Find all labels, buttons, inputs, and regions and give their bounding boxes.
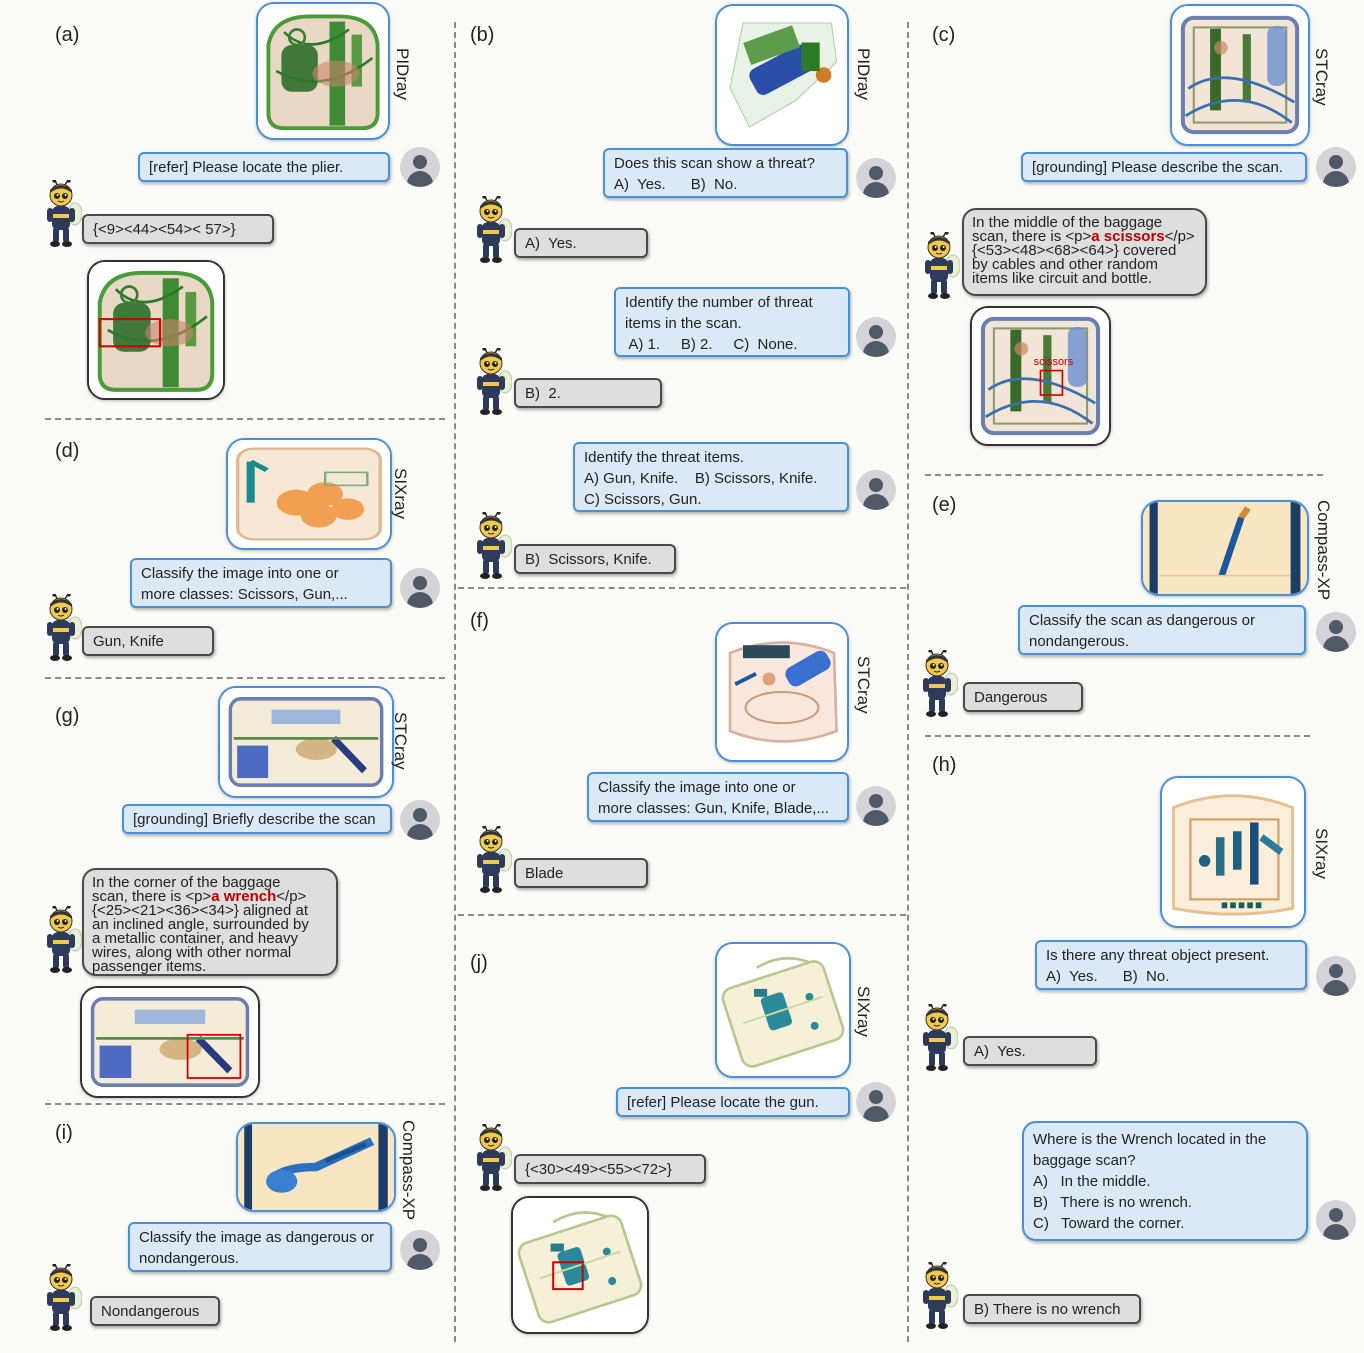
user-question: Classify the image into one or more classes: Gun, Knife, Blade,... bbox=[587, 772, 849, 822]
panel-label: (e) bbox=[932, 494, 957, 516]
panel-label: (c) bbox=[932, 24, 956, 46]
dataset-label: SIXray bbox=[854, 986, 873, 1038]
user-question: [grounding] Please describe the scan. bbox=[1021, 152, 1307, 182]
user-avatar-icon bbox=[1316, 147, 1356, 187]
user-avatar-icon bbox=[856, 317, 896, 357]
dataset-label: STCray bbox=[391, 712, 410, 770]
user-avatar-icon bbox=[1316, 1200, 1356, 1240]
assistant-answer: Dangerous bbox=[963, 682, 1083, 712]
user-avatar-icon bbox=[1316, 612, 1356, 652]
user-avatar-icon bbox=[856, 158, 896, 198]
panel-label: (i) bbox=[55, 1122, 73, 1144]
dataset-label: Compass-XP bbox=[399, 1120, 418, 1221]
scan-image bbox=[218, 686, 394, 798]
bee-mascot-icon bbox=[918, 1262, 958, 1330]
user-question: Where is the Wrench located in the baggage scan? A) In the middle. B) There is no wrench. C) Toward the corner. bbox=[1022, 1121, 1308, 1241]
scan-image bbox=[226, 438, 392, 550]
user-question: Classify the scan as dangerous or nondangerous. bbox=[1018, 605, 1306, 655]
user-avatar-icon bbox=[1316, 956, 1356, 996]
answer-text: In the middle of the baggage scan, there is <p> bbox=[972, 214, 1163, 245]
assistant-answer: A) Yes. bbox=[963, 1036, 1097, 1066]
answer-highlight: a wrench bbox=[211, 888, 277, 905]
panel-label: (g) bbox=[55, 705, 80, 727]
dataset-label: STCray bbox=[854, 656, 873, 714]
user-avatar-icon bbox=[856, 1082, 896, 1122]
divider-g-i bbox=[45, 1103, 445, 1105]
user-avatar-icon bbox=[856, 470, 896, 510]
bee-mascot-icon bbox=[472, 1124, 512, 1192]
dataset-label: PIDray bbox=[854, 48, 873, 100]
scan-output-image bbox=[87, 260, 225, 400]
bee-mascot-icon bbox=[472, 512, 512, 580]
bee-mascot-icon bbox=[472, 348, 512, 416]
user-question: Is there any threat object present. A) Yes. B) No. bbox=[1035, 940, 1307, 990]
scan-image bbox=[236, 1122, 396, 1212]
scan-image bbox=[715, 942, 851, 1078]
assistant-answer: Nondangerous bbox=[90, 1296, 220, 1326]
user-avatar-icon bbox=[856, 786, 896, 826]
user-question: Classify the image into one or more classes: Scissors, Gun,... bbox=[130, 558, 392, 608]
divider-d-g bbox=[45, 677, 445, 679]
scan-image bbox=[1170, 4, 1310, 146]
user-question: Identify the number of threat items in the scan. A) 1. B) 2. C) None. bbox=[614, 287, 850, 357]
divider-a-d bbox=[45, 418, 445, 420]
divider-c-e bbox=[925, 474, 1323, 476]
user-question: [grounding] Briefly describe the scan bbox=[122, 804, 392, 834]
divider-b-f bbox=[458, 587, 906, 589]
bee-mascot-icon bbox=[472, 826, 512, 894]
panel-label: (f) bbox=[470, 610, 489, 632]
user-avatar-icon bbox=[400, 568, 440, 608]
bee-mascot-icon bbox=[42, 906, 82, 974]
assistant-answer bbox=[962, 208, 1207, 296]
dataset-label: SIXray bbox=[1312, 828, 1331, 880]
assistant-answer: {<9><44><54>< 57>} bbox=[82, 214, 274, 244]
user-avatar-icon bbox=[400, 1230, 440, 1270]
panel-label: (h) bbox=[932, 754, 957, 776]
answer-text-rest: </p> {<53><48><68><64>} covered by cables and other random items like circuit and bottle. bbox=[972, 228, 1195, 287]
panel-label: (a) bbox=[55, 24, 80, 46]
bee-mascot-icon bbox=[920, 232, 960, 300]
user-avatar-icon bbox=[400, 147, 440, 187]
scan-image bbox=[256, 2, 390, 140]
answer-highlight: a scissors bbox=[1091, 228, 1165, 245]
column-divider-right bbox=[907, 22, 909, 1342]
user-question: Classify the image as dangerous or nondangerous. bbox=[128, 1222, 392, 1272]
assistant-answer: B) Scissors, Knife. bbox=[514, 544, 676, 574]
user-avatar-icon bbox=[400, 800, 440, 840]
panel-label: (j) bbox=[470, 952, 488, 974]
assistant-answer: A) Yes. bbox=[514, 228, 648, 258]
scan-output-image bbox=[80, 986, 260, 1098]
scan-image bbox=[715, 4, 849, 146]
assistant-answer: B) 2. bbox=[514, 378, 662, 408]
assistant-answer: B) There is no wrench bbox=[963, 1294, 1141, 1324]
user-question: [refer] Please locate the gun. bbox=[616, 1087, 850, 1117]
assistant-answer: Gun, Knife bbox=[82, 626, 214, 656]
answer-text: In the corner of the baggage scan, there is <p> bbox=[92, 874, 281, 905]
assistant-answer: {<30><49><55><72>} bbox=[514, 1154, 706, 1184]
assistant-answer bbox=[82, 868, 338, 976]
divider-e-h bbox=[925, 735, 1310, 737]
dataset-label: STCray bbox=[1312, 48, 1331, 106]
dataset-label: PIDray bbox=[393, 48, 412, 100]
answer-text-rest: </p> {<25><21><36><34>} aligned at an inclined angle, surrounded by a metallic container, and heavy wires, along with other normal passenger items. bbox=[92, 888, 309, 975]
scan-image bbox=[1141, 500, 1309, 596]
assistant-answer: Blade bbox=[514, 858, 648, 888]
bee-mascot-icon bbox=[472, 196, 512, 264]
dataset-label: Compass-XP bbox=[1314, 500, 1333, 601]
user-question: [refer] Please locate the plier. bbox=[138, 152, 390, 182]
bee-mascot-icon bbox=[918, 650, 958, 718]
scan-image bbox=[1160, 776, 1306, 928]
bee-mascot-icon bbox=[42, 180, 82, 248]
bee-mascot-icon bbox=[918, 1004, 958, 1072]
panel-label: (b) bbox=[470, 24, 495, 46]
bee-mascot-icon bbox=[42, 594, 82, 662]
divider-f-j bbox=[458, 914, 906, 916]
column-divider-left bbox=[454, 22, 456, 1342]
user-question: Does this scan show a threat? A) Yes. B) No. bbox=[603, 148, 848, 198]
user-question: Identify the threat items. A) Gun, Knife. B) Scissors, Knife. C) Scissors, Gun. bbox=[573, 442, 849, 512]
dataset-label: SIXray bbox=[391, 468, 410, 520]
scan-output-image bbox=[970, 306, 1111, 446]
bee-mascot-icon bbox=[42, 1264, 82, 1332]
scan-image bbox=[715, 622, 849, 762]
box-label: scissors bbox=[1033, 356, 1074, 369]
panel-label: (d) bbox=[55, 440, 80, 462]
scan-output-image bbox=[511, 1196, 649, 1334]
